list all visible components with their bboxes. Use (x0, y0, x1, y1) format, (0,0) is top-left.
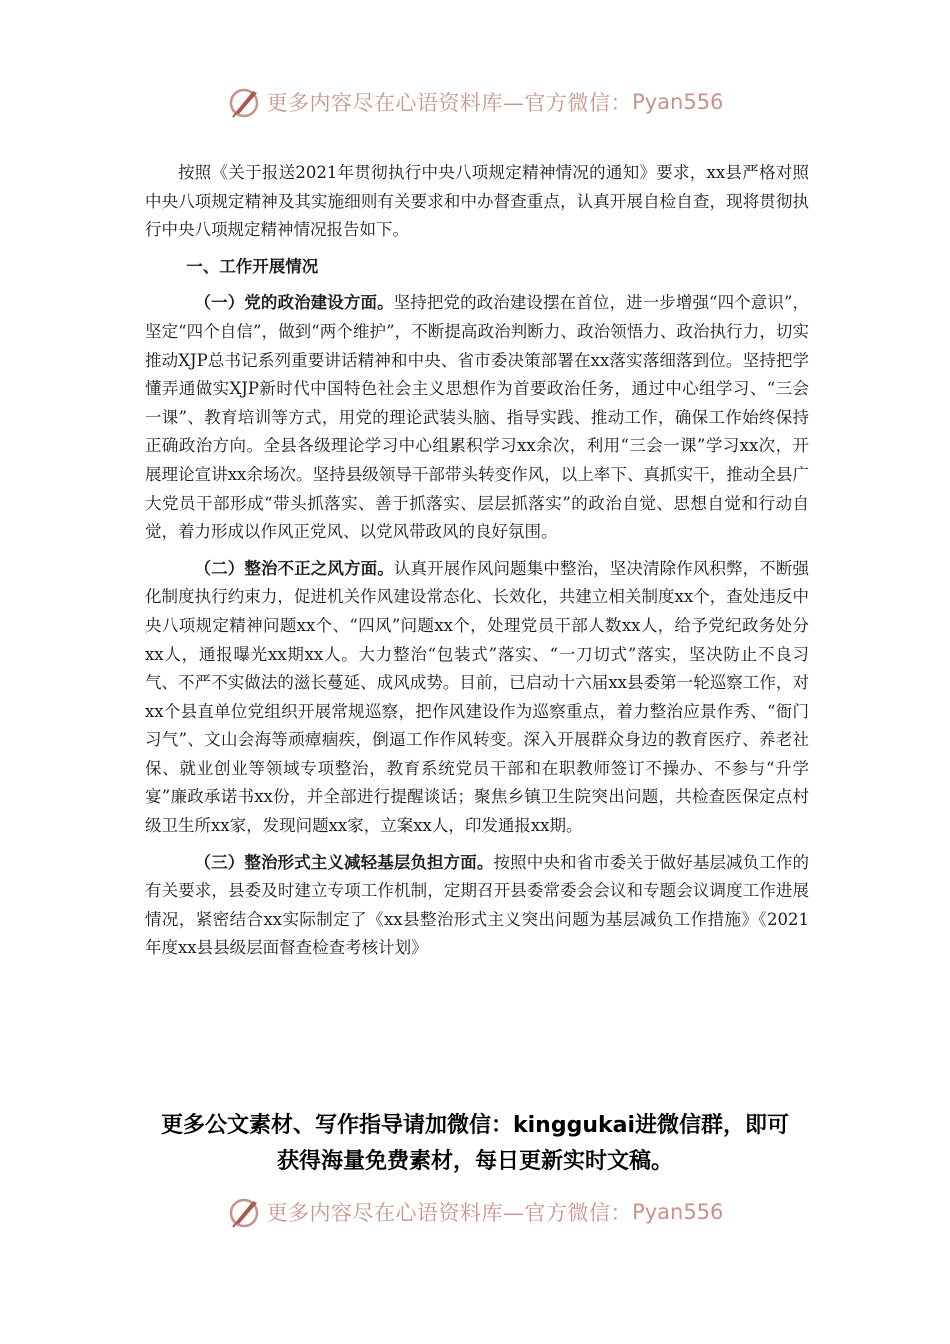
item-1-lead: （一）党的政治建设方面。 (194, 293, 394, 313)
footer-banner-text: 更多内容尽在心语资料库—官方微信： (266, 1201, 633, 1225)
section-item-3 (145, 849, 809, 963)
quill-pen-icon (227, 85, 261, 119)
promo-block (0, 1108, 950, 1180)
quill-pen-icon (227, 1195, 261, 1229)
section-heading: 一、工作开展情况 (186, 256, 319, 276)
promo-line-2: 获得海量免费素材，每日更新实时文稿。 (276, 1149, 673, 1174)
item-3-body: 按照中央和省市委关于做好基层减负工作的有关要求，县委及时建立专项工作机制，定期召开县委常委会会议和专题会议调度工作进展情况，紧密结合xx实际制定了《xx县整治形式主义突出问题为基层减负工作措施》《2021年度xx县县级层面督查检查考核计划》 (145, 852, 810, 958)
section-item-2 (145, 555, 809, 841)
header-banner (0, 80, 950, 124)
section-item-1 (145, 289, 809, 546)
header-banner-text: 更多内容尽在心语资料库—官方微信： (266, 91, 633, 115)
item-2-lead: （二）整治不正之风方面。 (194, 558, 394, 578)
item-2-body: 认真开展作风问题集中整治，坚决清除作风积弊，不断强化制度执行约束力，促进机关作风建设常态化、长效化，共建立相关制度xx个，查处违反中央八项规定精神问题xx个、“四风”问题xx个，处理党员干部人数xx人，给予党纪政务处分xx人，通报曝光xx期xx人。大力整治“包装式”落实、“一刀切式”落实，坚决防止不良习气、不严不实做法的滋长蔓延、成风成势。目前，已启动十六届xx县委第一轮巡察工作，对xx个县直单位党组织开展常规巡察，把作风建设作为巡察重点，着力整治应景作秀、“衙门习气”、文山会海等顽瘴痼疾，倒逼工作作风转变。深入开展群众身边的教育医疗、养老社保、就业创业等领域专项整治，教育系统党员干部和在职教师签订不操办、不参与“升学宴”廉政承诺书xx份，并全部进行提醒谈话；聚焦乡镇卫生院突出问题，共检查医保定点村级卫生所xx家，发现问题xx家，立案xx人，印发通报xx期。 (145, 558, 810, 836)
footer-banner-wechat: Pyan556 (632, 1200, 724, 1224)
document-body (145, 159, 809, 971)
item-3-lead: （三）整治形式主义减轻基层负担方面。 (194, 852, 494, 872)
item-1-body: 坚持把党的政治建设摆在首位，进一步增强“四个意识”，坚定“四个自信”，做到“两个维护”，不断提高政治判断力、政治领悟力、政治执行力，切实推动XJP总书记系列重要讲话精神和中央、省市委决策部署在xx落实落细落到位。坚持把学懂弄通做实XJP新时代中国特色社会主义思想作为首要政治任务，通过中心组学习、“三会一课”、教育培训等方式，用党的理论武装头脑、指导实践、推动工作，确保工作始终保持正确政治方向。全县各级理论学习中心组累积学习xx余次，利用“三会一课”学习xx次，开展理论宣讲xx余场次。坚持县级领导干部带头转变作风，以上率下、真抓实干，推动全县广大党员干部形成“带头抓落实、善于抓落实、层层抓落实”的政治自觉、思想自觉和行动自觉，着力形成以作风正党风、以党风带政风的良好氛围。 (145, 293, 810, 542)
header-banner-wechat: Pyan556 (632, 90, 724, 114)
footer-banner (0, 1190, 950, 1234)
intro-paragraph: 按照《关于报送2021年贯彻执行中央八项规定精神情况的通知》要求，xx县严格对照中央八项规定精神及其实施细则有关要求和中办督查重点，认真开展自检自查，现将贯彻执行中央八项规定精神情况报告如下。 (145, 163, 809, 240)
promo-line-1: 更多公文素材、写作指导请加微信：kinggukai进微信群，即可 (160, 1113, 789, 1138)
